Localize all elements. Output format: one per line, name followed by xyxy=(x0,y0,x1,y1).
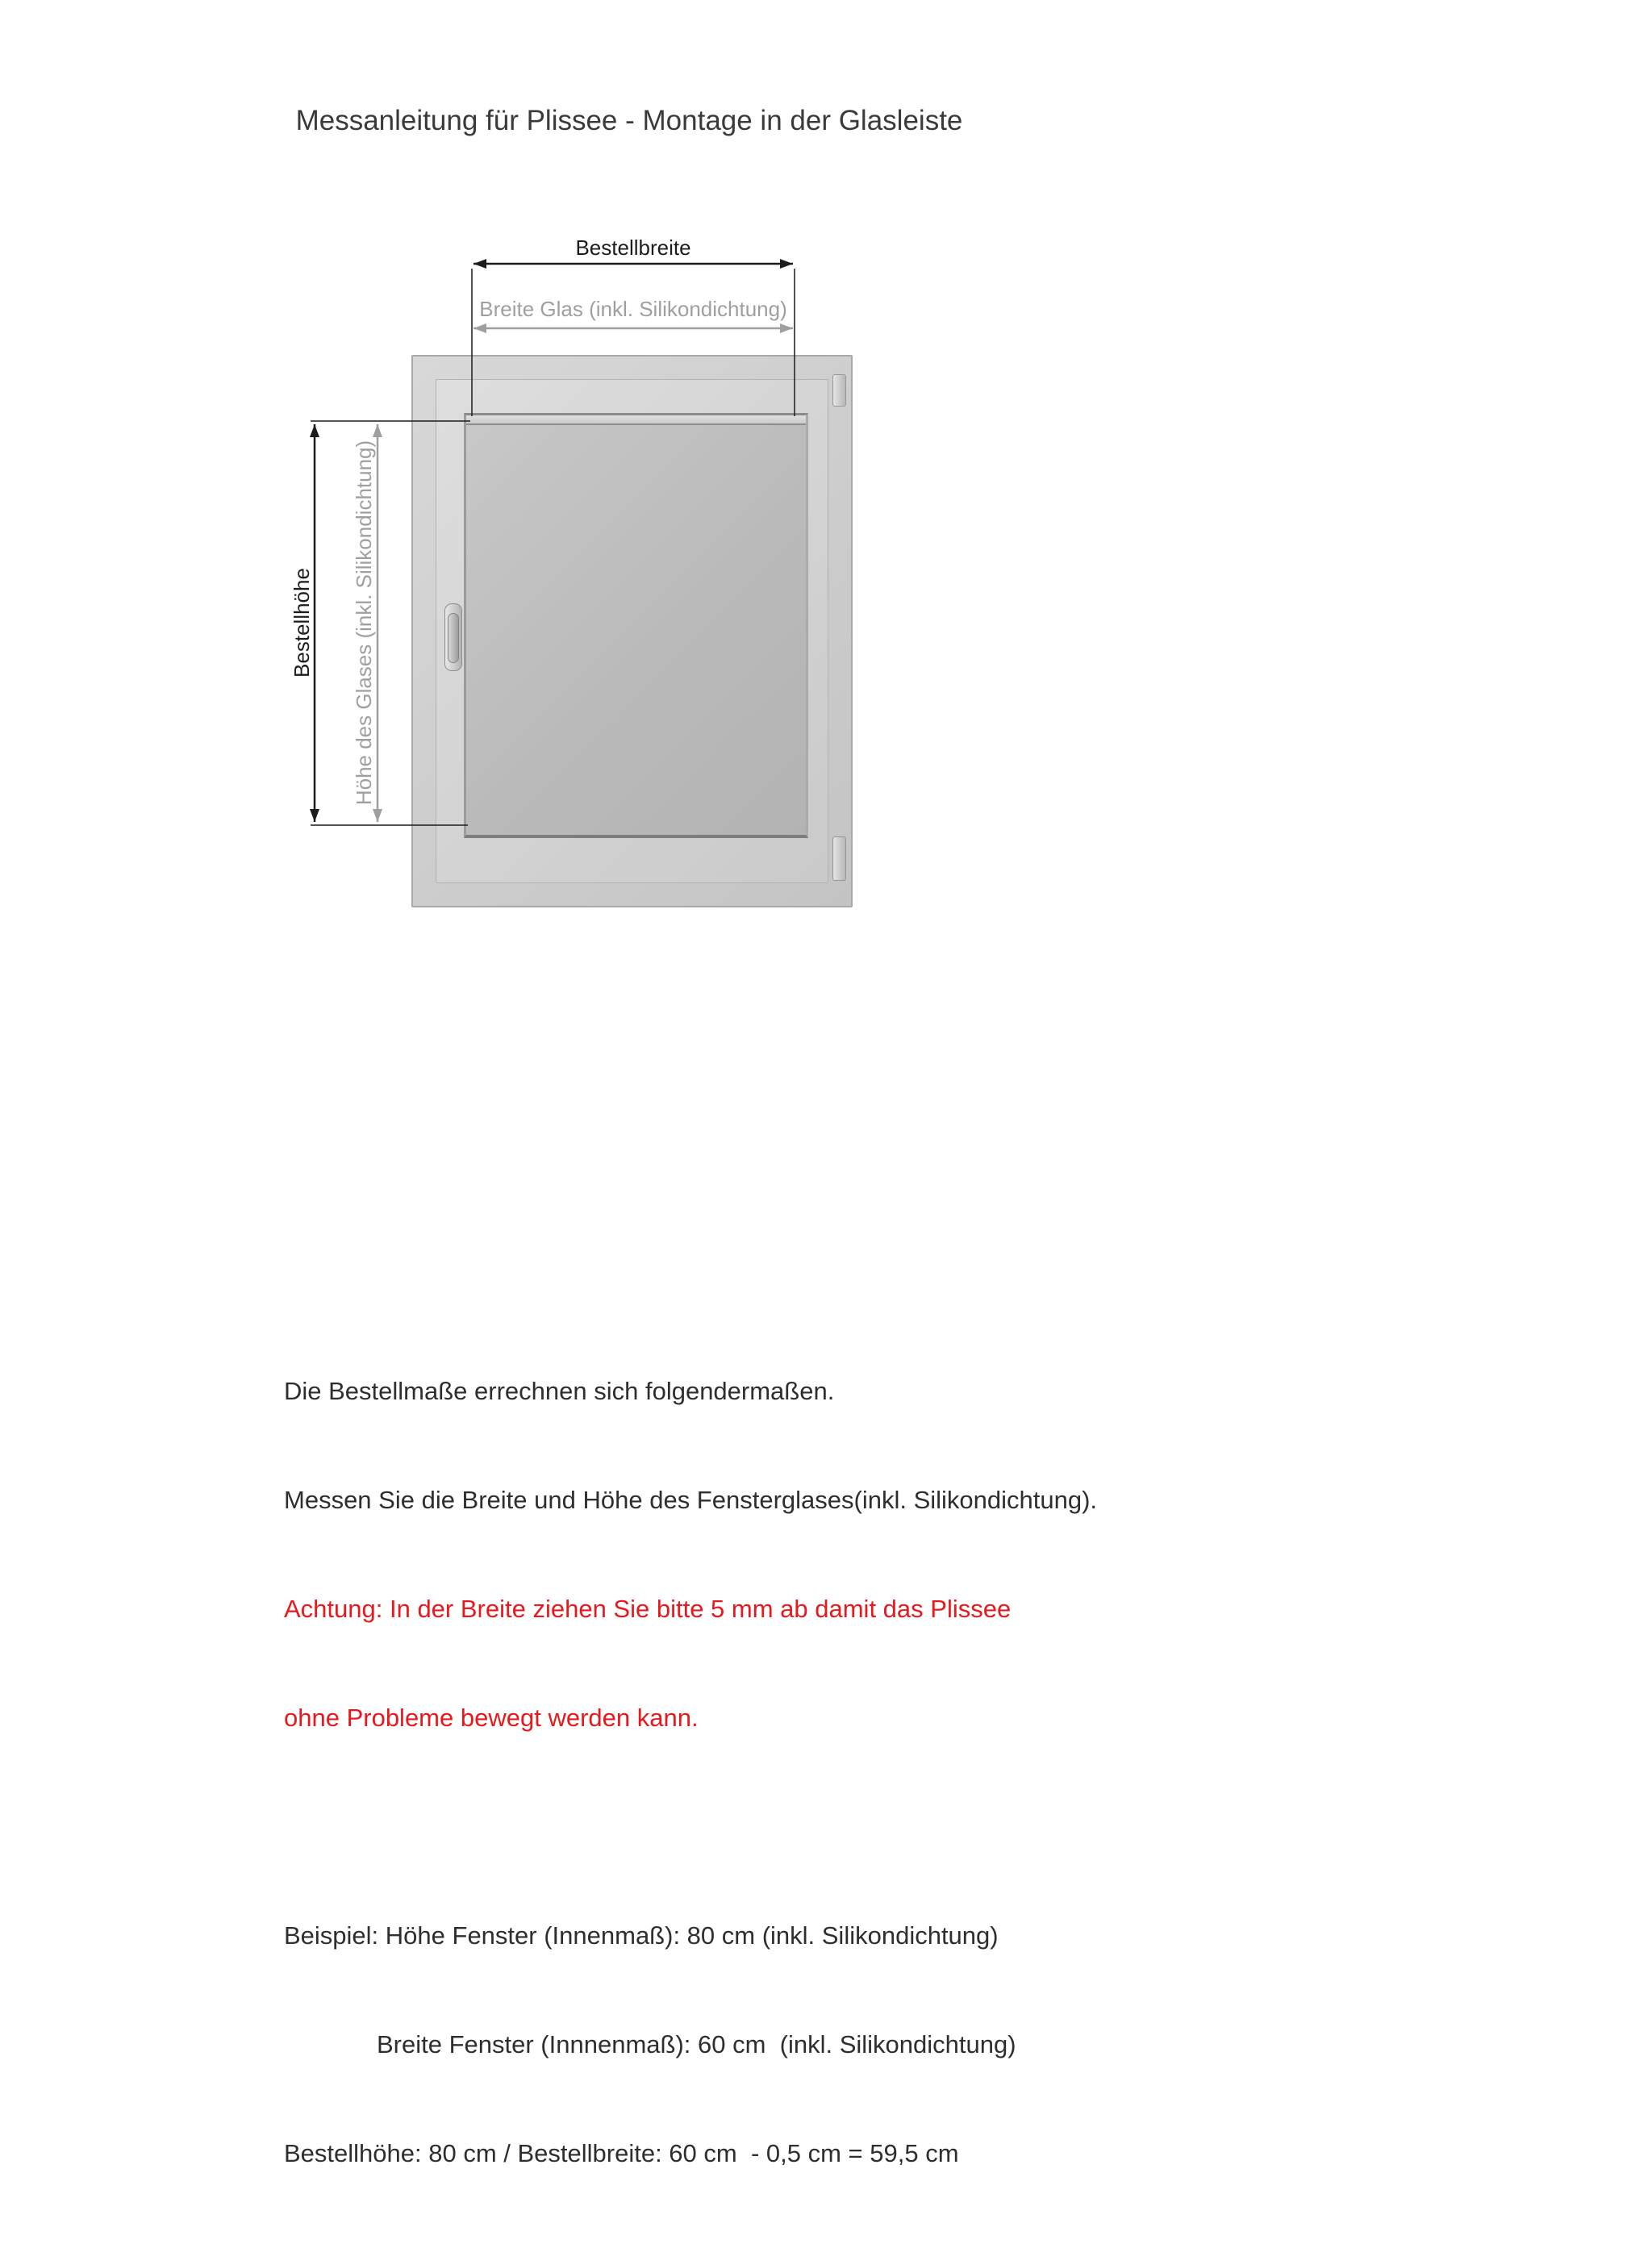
spacer xyxy=(284,1808,1429,1845)
order-height-label: Bestellhöhe xyxy=(290,568,314,678)
instructions-block xyxy=(284,1300,1429,2244)
instruction-example-line-1: Beispiel: Höhe Fenster (Innenmaß): 80 cm (inkl. Silikondichtung) xyxy=(284,1921,999,1950)
instruction-warning-line-1: Achtung: In der Breite ziehen Sie bitte 5 mm ab damit das Plissee xyxy=(284,1595,1012,1623)
measurement-diagram xyxy=(0,0,1652,1081)
instruction-example-line-3: Bestellhöhe: 80 cm / Bestellbreite: 60 cm - 0,5 cm = 59,5 cm xyxy=(284,2139,959,2167)
page-title: Messanleitung für Plissee - Montage in der Glasleiste xyxy=(295,105,963,136)
glass-width-label: Breite Glas (inkl. Silikondichtung) xyxy=(479,297,787,321)
instruction-warning-line-2: ohne Probleme bewegt werden kann. xyxy=(284,1704,699,1732)
dimension-overlay xyxy=(0,0,1652,1081)
instruction-example-line-2: Breite Fenster (Innnenmaß): 60 cm (inkl. Silikondichtung) xyxy=(377,2030,1016,2058)
order-width-label: Bestellbreite xyxy=(575,236,691,260)
instruction-line-intro-2: Messen Sie die Breite und Höhe des Fensterglases(inkl. Silikondichtung). xyxy=(284,1486,1098,1514)
glass-height-label: Höhe des Glases (inkl. Silikondichtung) xyxy=(352,440,376,806)
instruction-line-intro-1: Die Bestellmaße errechnen sich folgendermaßen. xyxy=(284,1377,835,1405)
